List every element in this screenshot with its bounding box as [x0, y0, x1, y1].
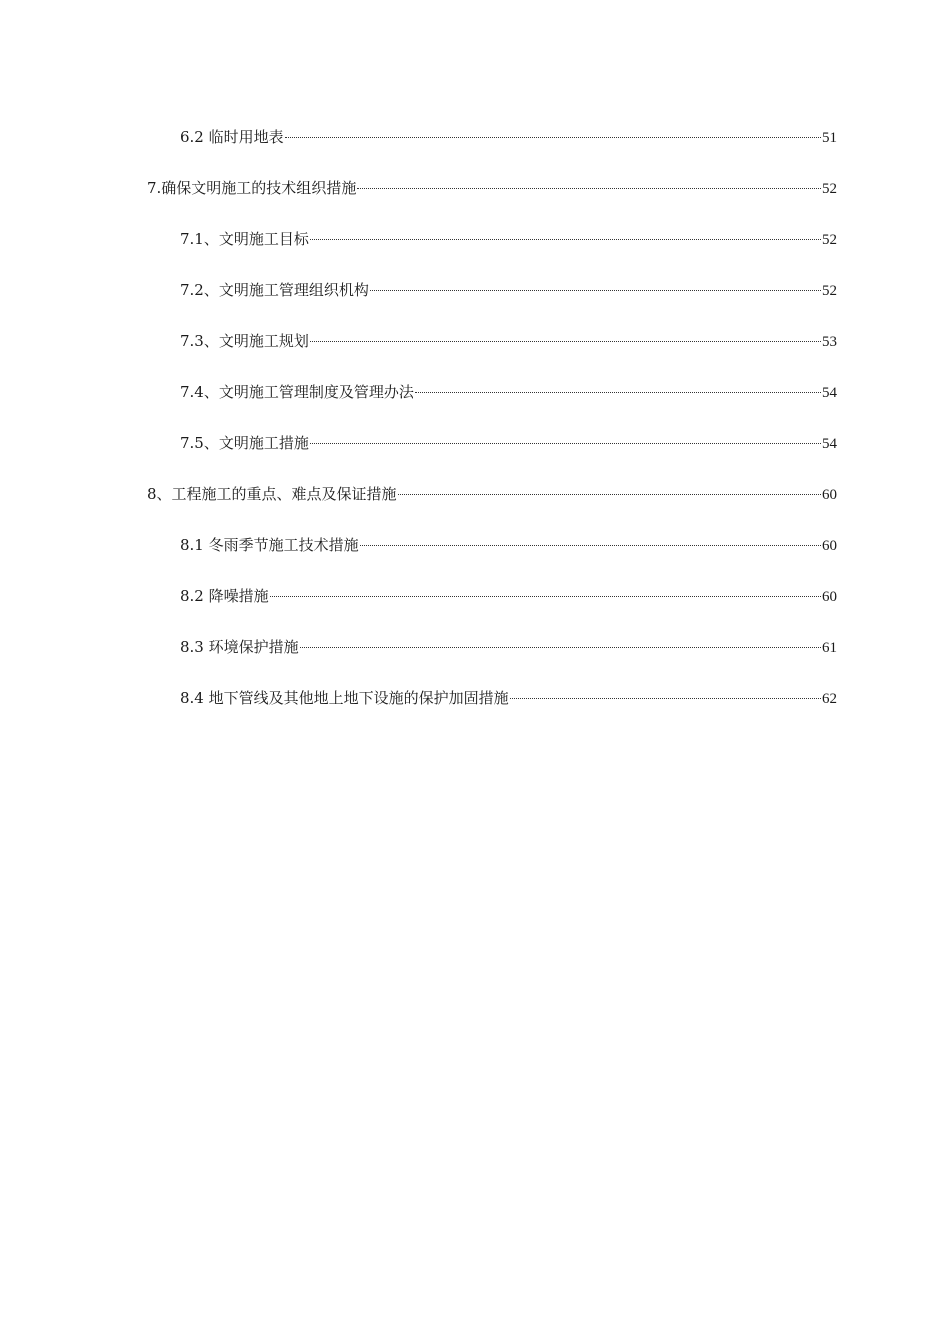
- toc-dot-leader: [300, 647, 821, 648]
- toc-entry-title: 8.3 环境保护措施: [180, 638, 299, 656]
- toc-entry-title: 7.1、文明施工目标: [180, 230, 309, 248]
- toc-entry-title: 8.2 降噪措施: [180, 587, 269, 605]
- toc-entry-8-3[interactable]: [0, 634, 950, 685]
- toc-entry-page: 53: [822, 334, 837, 350]
- toc-dot-leader: [310, 341, 821, 342]
- toc-dot-leader: [398, 494, 821, 495]
- toc-entry-title: 7.确保文明施工的技术组织措施: [147, 179, 357, 197]
- toc-entry-page: 52: [822, 181, 837, 197]
- toc-entry-7-5[interactable]: [0, 430, 950, 481]
- toc-entry-page: 62: [822, 691, 837, 707]
- toc-dot-leader: [310, 443, 821, 444]
- toc-entry-page: 61: [822, 640, 837, 656]
- toc-entry-7[interactable]: [0, 175, 950, 226]
- toc-entry-title: 8.1 冬雨季节施工技术措施: [180, 536, 359, 554]
- toc-entry-title: 7.4、文明施工管理制度及管理办法: [180, 383, 414, 401]
- toc-entry-page: 60: [822, 487, 837, 503]
- toc-entry-7-4[interactable]: [0, 379, 950, 430]
- toc-entry-7-2[interactable]: [0, 277, 950, 328]
- toc-dot-leader: [270, 596, 821, 597]
- toc-dot-leader: [415, 392, 821, 393]
- toc-entry-page: 52: [822, 283, 837, 299]
- toc-dot-leader: [310, 239, 821, 240]
- toc-entry-8-2[interactable]: [0, 583, 950, 634]
- toc-entry-7-1[interactable]: [0, 226, 950, 277]
- toc-entry-page: 54: [822, 436, 837, 452]
- toc-dot-leader: [360, 545, 821, 546]
- toc-entry-title: 6.2 临时用地表: [180, 128, 284, 146]
- toc-dot-leader: [510, 698, 821, 699]
- toc-entry-page: 60: [822, 538, 837, 554]
- toc-entry-7-3[interactable]: [0, 328, 950, 379]
- toc-dot-leader: [285, 137, 821, 138]
- toc-entry-title: 7.2、文明施工管理组织机构: [180, 281, 369, 299]
- toc-entry-page: 51: [822, 130, 837, 146]
- toc-entry-8-1[interactable]: [0, 532, 950, 583]
- table-of-contents: [0, 124, 950, 736]
- toc-dot-leader: [370, 290, 821, 291]
- toc-entry-6-2[interactable]: [0, 124, 950, 175]
- toc-entry-title: 8.4 地下管线及其他地上地下设施的保护加固措施: [180, 689, 509, 707]
- toc-entry-page: 52: [822, 232, 837, 248]
- toc-entry-page: 54: [822, 385, 837, 401]
- toc-entry-8-4[interactable]: [0, 685, 950, 736]
- toc-entry-8[interactable]: [0, 481, 950, 532]
- toc-entry-title: 7.5、文明施工措施: [180, 434, 309, 452]
- toc-entry-title: 8、工程施工的重点、难点及保证措施: [147, 485, 397, 503]
- toc-entry-page: 60: [822, 589, 837, 605]
- toc-entry-title: 7.3、文明施工规划: [180, 332, 309, 350]
- toc-dot-leader: [357, 188, 821, 189]
